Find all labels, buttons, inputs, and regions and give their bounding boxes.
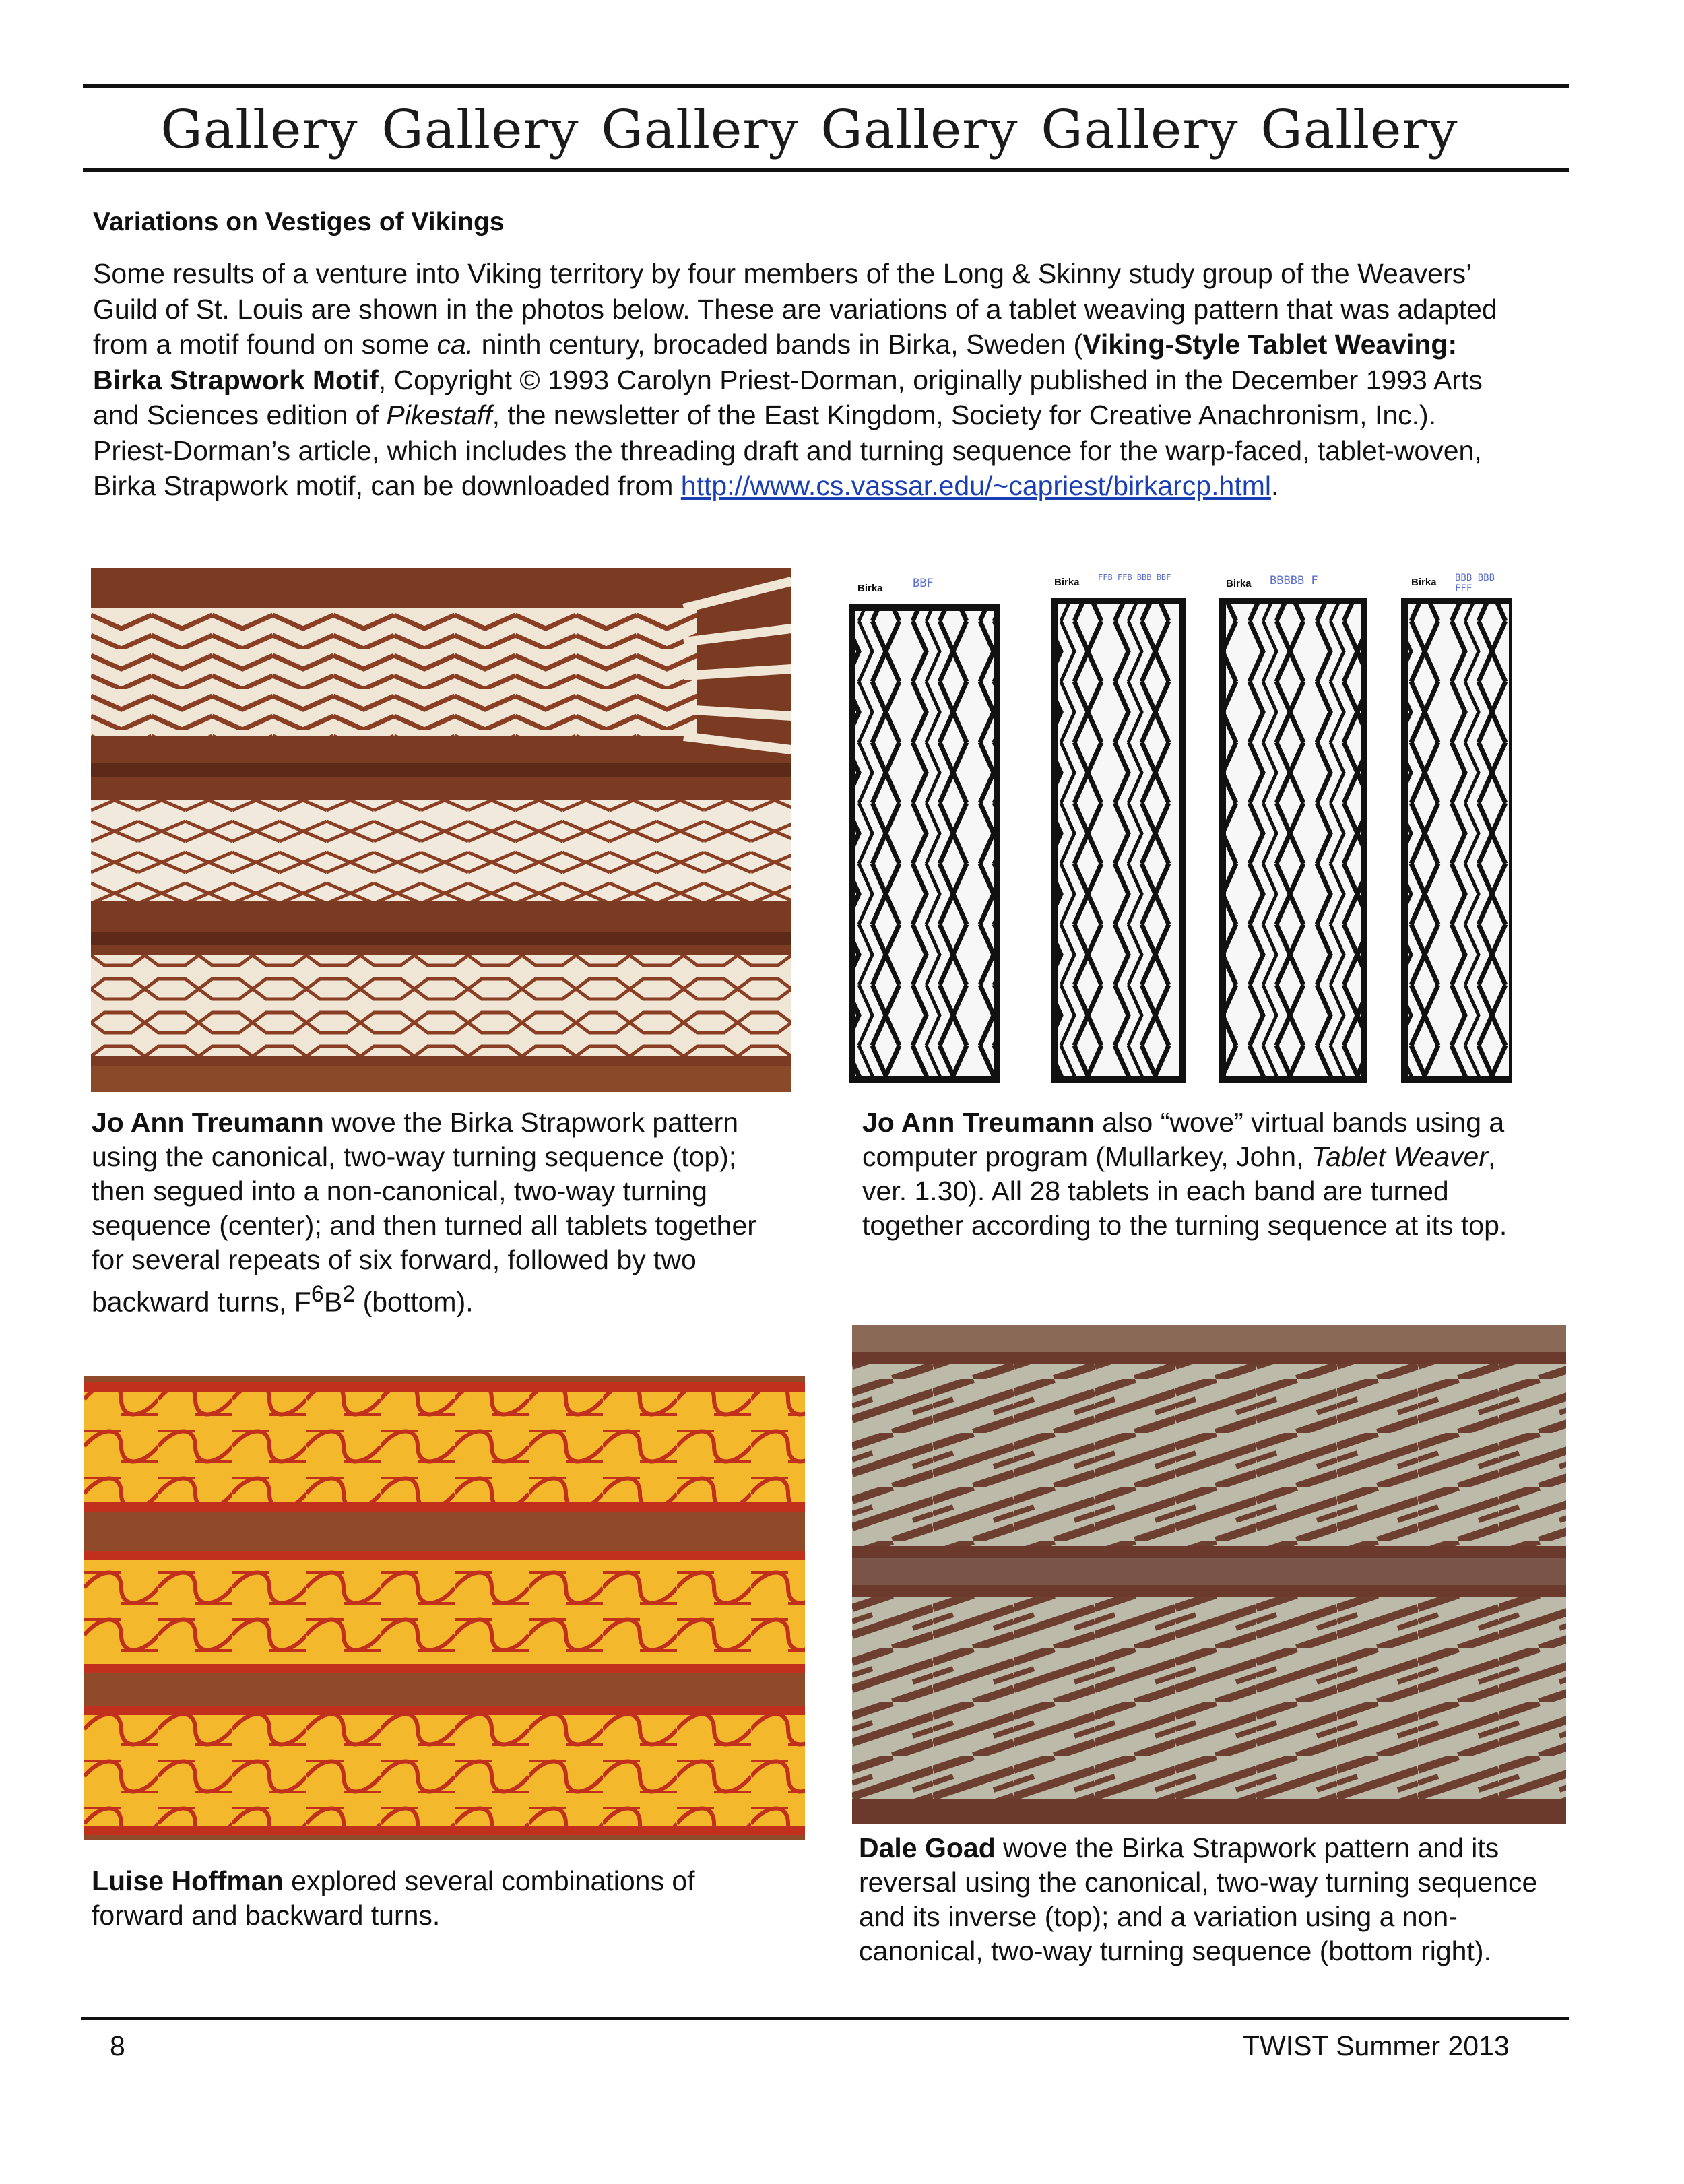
gallery-word: Gallery <box>601 100 799 160</box>
caption-text: wove the Birka Strapwork pattern using the canonical, two-way turning sequence (top); then segued into a non-canonical, two-way turning sequence (center); and then turned all tablets together for several repeats of six forward, followed by two backward turns, F <box>92 1107 756 1318</box>
intro-text: Some results of a venture into Viking territory by four members of the Long & Skinny study group of the Weavers’ Guild of St. Louis are shown in the photos below. These are variations of a tablet weaving pattern that was adapted from a motif found on some <box>93 258 1497 360</box>
intro-text: , Copyright © 1993 Carolyn Priest-Dorman, originally published in the December 1993 Arts and Sciences edition of <box>93 364 1483 430</box>
header-bottom-rule <box>83 168 1569 172</box>
weaver-name: Jo Ann Treumann <box>862 1107 1095 1138</box>
hoffman-photo <box>84 1376 805 1840</box>
gallery-word: Gallery <box>1260 100 1458 160</box>
superscript: 6 <box>311 1281 324 1307</box>
intro-ca: ca. <box>436 329 474 360</box>
caption-text: , ver. 1.30). All 28 tablets in each band are turned together according to the turning sequence at its top. <box>862 1141 1508 1241</box>
gallery-word: Gallery <box>381 100 579 160</box>
superscript: 2 <box>342 1281 356 1307</box>
caption-treumann-virtual <box>862 1105 1536 1243</box>
turning-sequence: FFB FFB BBB BBF <box>1098 573 1171 582</box>
intro-text: , the newsletter of the East Kingdom, Society for Creative Anachronism, Inc.). Priest-Dorman’s article, which includes the threading draft and turning sequence for the warp-faced, tablet-woven, Birka Strapwork motif, can be downloaded from <box>93 399 1482 501</box>
intro-paragraph <box>93 256 1514 504</box>
intro-bold-title: Viking-Style Tablet Weaving: Birka Strapwork Motif <box>93 329 1458 395</box>
birka-article-link[interactable]: http://www.cs.vassar.edu/~capriest/birkarcp.html <box>680 470 1271 501</box>
caption-text: B <box>323 1286 343 1318</box>
caption-goad <box>859 1831 1553 1968</box>
caption-text: wove the Birka Strapwork pattern and its reversal using the canonical, two-way turning sequence and its inverse (top); and a variation using a non-canonical, two-way turning sequence (bottom right). <box>859 1832 1538 1966</box>
article-title: Variations on Vestiges of Vikings <box>93 207 505 236</box>
intro-text: . <box>1270 470 1279 501</box>
caption-text: explored several combinations of forward and backward turns. <box>92 1865 695 1931</box>
caption-text: (bottom). <box>355 1286 474 1318</box>
software-title: Tablet Weaver <box>1311 1141 1488 1172</box>
band-label: Birka <box>857 583 883 594</box>
turning-sequence: BBBBB F <box>1270 574 1318 587</box>
goad-photo <box>852 1325 1566 1824</box>
treumann-woven-photo <box>91 568 791 1092</box>
virtual-bands-image <box>839 560 1512 1085</box>
caption-hoffman <box>92 1864 789 1933</box>
weaver-name: Dale Goad <box>859 1832 996 1863</box>
turning-sequence: BBB BBB FFF <box>1455 573 1495 594</box>
gallery-word: Gallery <box>160 100 358 160</box>
page-number: 8 <box>110 2030 125 2061</box>
caption-text: also “wove” virtual bands using a computer program (Mullarkey, John, <box>862 1107 1505 1172</box>
band-label: Birka <box>1054 577 1080 588</box>
gallery-word: Gallery <box>820 100 1018 160</box>
weaver-name: Jo Ann Treumann <box>92 1107 324 1138</box>
caption-treumann-woven <box>92 1105 789 1320</box>
turning-sequence: BBF <box>913 577 934 590</box>
header-top-rule <box>83 84 1569 88</box>
intro-pikestaff: Pikestaff <box>386 399 492 430</box>
band-label: Birka <box>1411 577 1437 588</box>
weaver-name: Luise Hoffman <box>92 1865 284 1896</box>
gallery-word: Gallery <box>1041 100 1239 160</box>
publication-footer: TWIST Summer 2013 <box>1243 2030 1510 2061</box>
band-label: Birka <box>1226 578 1252 589</box>
intro-text: ninth century, brocaded bands in Birka, Sweden ( <box>474 329 1083 360</box>
footer-rule <box>81 2017 1569 2020</box>
